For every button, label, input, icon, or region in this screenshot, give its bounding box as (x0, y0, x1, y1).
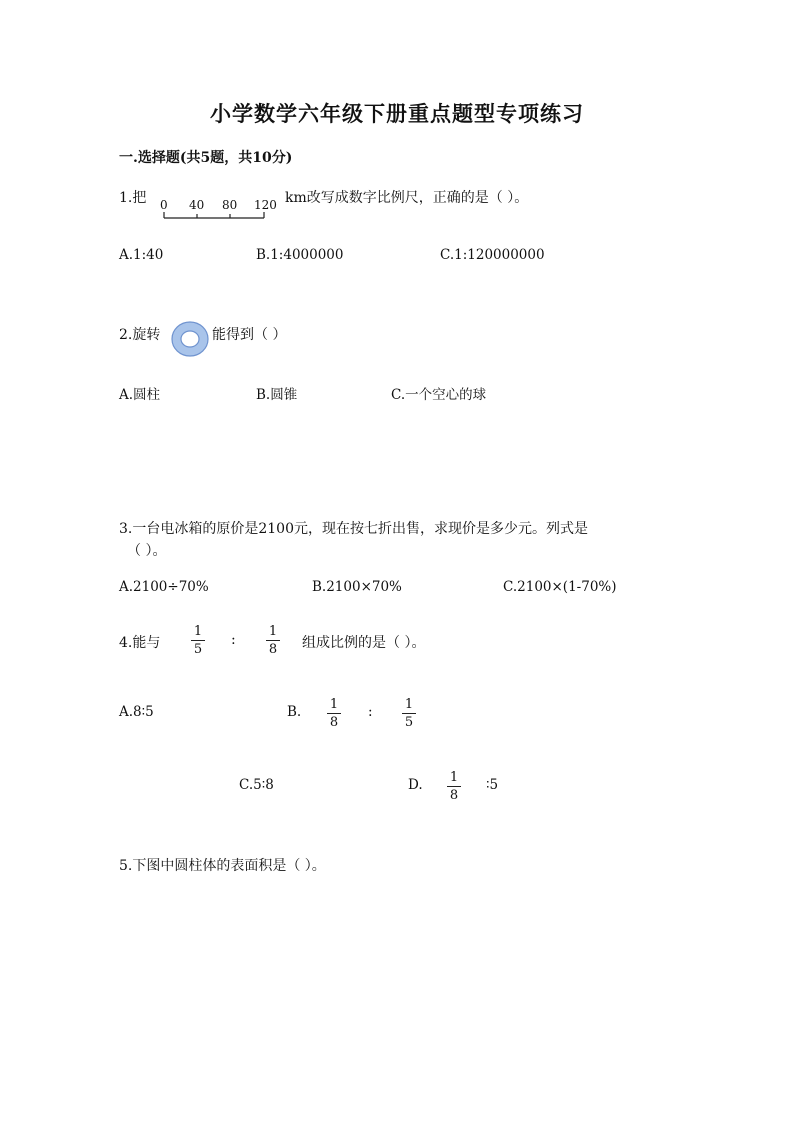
fraction (447, 770, 461, 803)
question-number: 3. (119, 521, 133, 537)
fraction (191, 624, 205, 657)
page-title: 小学数学六年级下册重点题型专项练习 (210, 101, 584, 126)
option-d-label: D. (408, 777, 423, 793)
option-a: A.2100÷70% (119, 579, 209, 595)
option-a: A.8∶5 (119, 704, 154, 720)
question-text: 能与 (132, 635, 161, 651)
denominator: 8 (449, 788, 459, 803)
question-number: 1. (119, 190, 133, 206)
fraction (327, 697, 341, 730)
question-number: 5. (119, 858, 133, 874)
ratio-colon: : (368, 704, 373, 720)
question-text: 能得到（ ） (212, 327, 287, 343)
scale-tick-label: 120 (254, 198, 277, 212)
question-text-continued: （ ）。 (127, 543, 167, 559)
scale-tick-label: 80 (222, 198, 238, 212)
fraction (402, 697, 416, 730)
section-heading: 一.选择题(共5题，共10分) (119, 150, 293, 166)
numerator: 1 (329, 697, 339, 712)
option-c: C.2100×(1-70%) (503, 579, 617, 595)
option-b: B.1:4000000 (256, 247, 344, 263)
scale-tick-label: 40 (189, 198, 205, 212)
numerator: 1 (193, 624, 203, 639)
option-b-label: B. (287, 704, 302, 720)
question-4-stem (119, 632, 160, 652)
denominator: 5 (404, 715, 414, 730)
numerator: 1 (404, 697, 414, 712)
question-text: 下图中圆柱体的表面积是（ ）。 (132, 858, 326, 874)
numerator: 1 (449, 770, 459, 785)
question-text: 把 (132, 190, 147, 206)
question-5-stem (119, 855, 326, 875)
denominator: 5 (193, 642, 203, 657)
numerator: 1 (268, 624, 278, 639)
ring-icon (170, 320, 212, 360)
scale-bar-line (160, 208, 270, 220)
scale-tick-label: 0 (160, 198, 168, 212)
option-d-tail: ∶5 (486, 777, 499, 793)
question-text: 一台电冰箱的原价是2100元，现在按七折出售，求现价是多少元。列式是 (132, 521, 588, 537)
option-c: C.一个空心的球 (391, 387, 487, 403)
option-a: A.圆柱 (119, 387, 161, 403)
question-3-stem (119, 518, 588, 538)
question-2-stem (119, 324, 160, 344)
question-1-stem (119, 187, 146, 207)
option-b: B.2100×70% (312, 579, 402, 595)
fraction (266, 624, 280, 657)
ratio-colon: : (231, 632, 236, 648)
option-a: A.1:40 (119, 247, 164, 263)
option-b: B.圆锥 (256, 387, 298, 403)
question-number: 4. (119, 635, 133, 651)
denominator: 8 (268, 642, 278, 657)
option-c: C.1:120000000 (440, 247, 545, 263)
question-number: 2. (119, 327, 133, 343)
denominator: 8 (329, 715, 339, 730)
question-text: km改写成数字比例尺，正确的是（ ）。 (285, 190, 529, 206)
question-text: 旋转 (132, 327, 161, 343)
option-c: C.5∶8 (239, 777, 274, 793)
question-text: 组成比例的是（ ）。 (302, 635, 426, 651)
